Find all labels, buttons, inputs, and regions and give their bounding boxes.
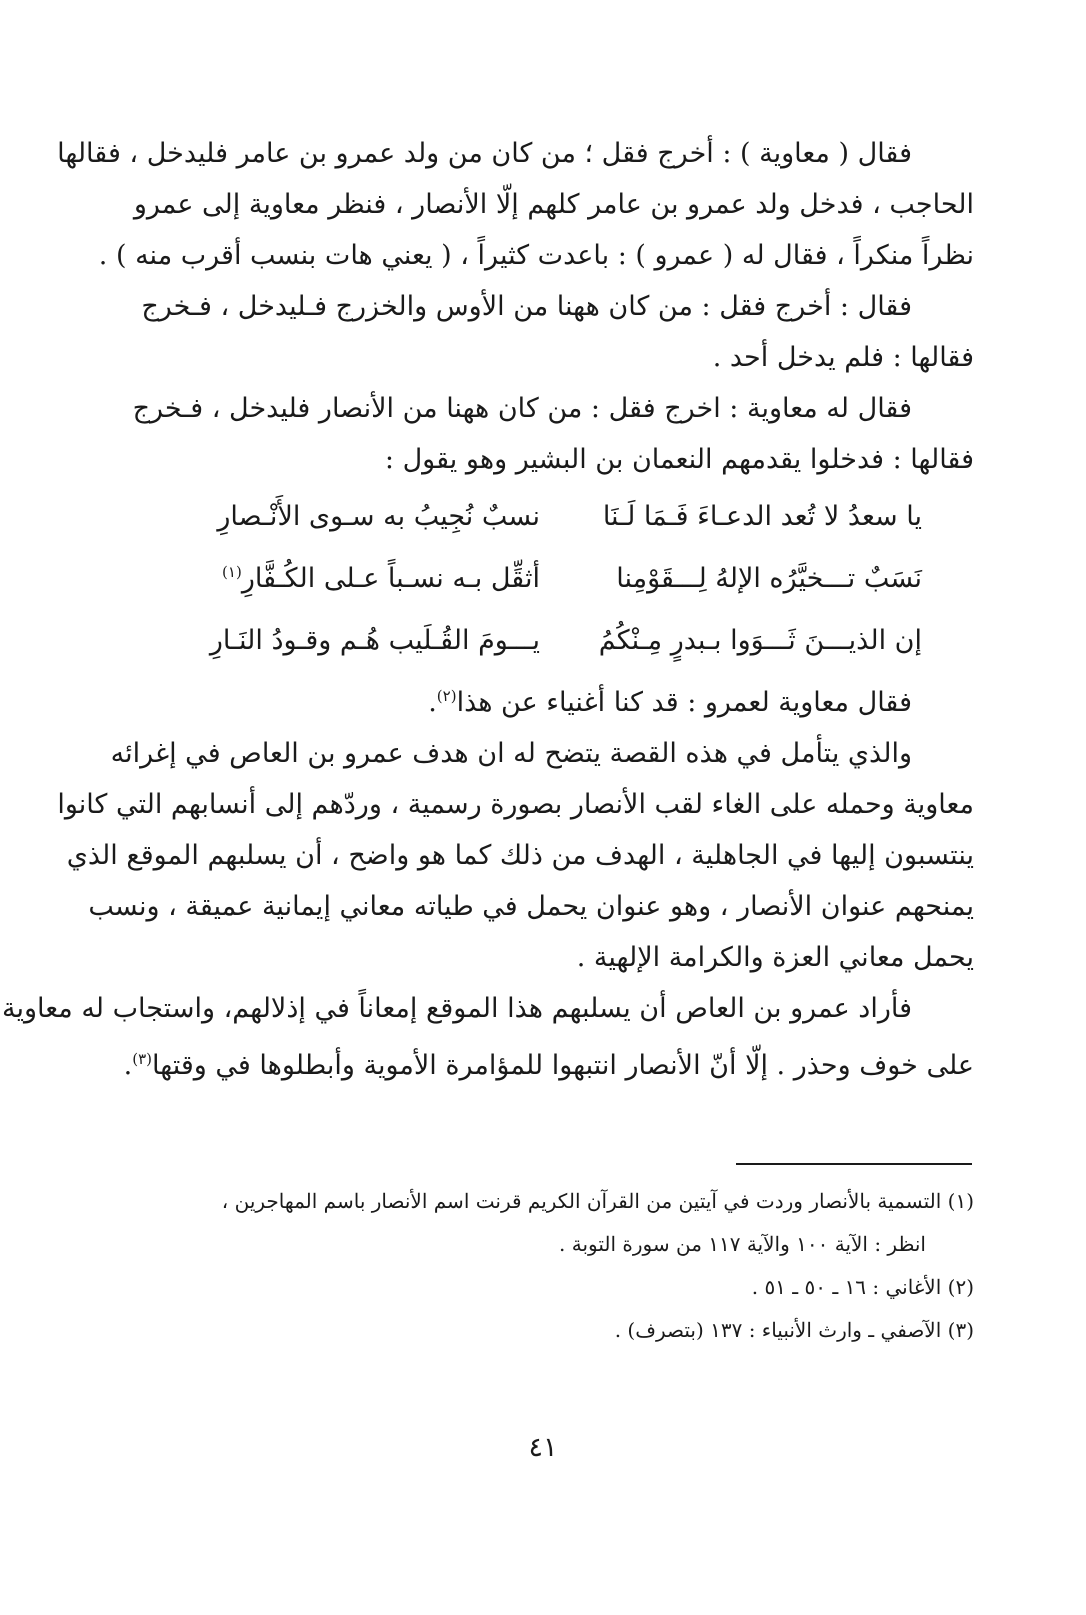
footnote-1 — [148, 1180, 974, 1223]
footnote-number: (١) — [947, 1189, 974, 1213]
verse-second-hemistich: يـــومَ القُـلَيب هُـم وقـودُ النَـارِ — [209, 624, 540, 656]
footnote-number: (٣) — [947, 1318, 974, 1342]
text-line: يحمل معاني العزة والكرامة الإلهية . — [576, 942, 974, 973]
footnote-number: (٢) — [947, 1275, 974, 1299]
verse-first-hemistich: نَسَبٌ تـــخيَّرُه الإلهُ لِـــقَوْمِنا — [616, 562, 922, 594]
footnote-text: التسمية بالأنصار وردت في آيتين من القرآن الكريم قرنت اسم الأنصار باسم المهاجرين ، — [221, 1189, 942, 1213]
footnote-marker: (٢) — [436, 687, 457, 705]
text-line: الحاجب ، فدخل ولد عمرو بن عامر كلهم إلّا الأنصار ، فنظر معاوية إلى عمرو — [133, 189, 974, 220]
paragraph-4 — [57, 728, 974, 983]
footnote-text: الأغاني : ١٦ ـ ٥٠ ـ ٥١ . — [751, 1275, 942, 1299]
text-run: على خوف وحذر . إلّا أنّ الأنصار انتبهوا للمؤامرة الأموية وأبطلوها في وقتها — [152, 1050, 974, 1081]
text-line: فقالها : فدخلوا يقدمهم النعمان بن البشير وهو يقول : — [384, 444, 974, 475]
text-run: فقال معاوية لعمرو : قد كنا أغنياء عن هذا — [456, 687, 912, 718]
footnote-text: الآصفي ـ وارث الأنبياء : ١٣٧ (بتصرف) . — [614, 1318, 942, 1342]
poem-verse — [148, 547, 974, 609]
text-line: معاوية وحمله على الغاء لقب الأنصار بصورة رسمية ، وردّهم إلى أنسابهم التي كانوا — [57, 789, 974, 820]
text-line: يمنحهم عنوان الأنصار ، وهو عنوان يحمل في طياته معاني إيمانية عميقة ، ونسب — [88, 891, 974, 922]
paragraph-1 — [57, 128, 974, 281]
verse-second-hemistich — [210, 563, 540, 594]
verse-text: أثقِّل بـه نسـباً عـلى الكُـفَّارِ — [241, 562, 540, 594]
text-line: فقال ( معاوية ) : أخرج فقل ؛ من كان من ولد عمرو بن عامر فليدخل ، فقالها — [57, 138, 912, 169]
paragraph-3 — [132, 383, 974, 485]
verse-first-hemistich: يا سعدُ لا تُعد الدعـاءَ فَـمَا لَـنَا — [602, 500, 922, 532]
page-number: ٤١ — [528, 1432, 558, 1463]
paragraph-2 — [141, 281, 974, 383]
poem-verse — [148, 485, 974, 547]
text-line: فأراد عمرو بن العاص أن يسلبهم هذا الموقع إمعاناً في إذلالهم، واستجاب له معاوية — [2, 993, 912, 1024]
footnote-marker: (١) — [222, 562, 242, 581]
text-line: على خوف وحذر . إلّا أنّ الأنصار انتبهوا للمؤامرة الأموية وأبطلوها في وقتها$^{(٣)}$. — [123, 1050, 974, 1081]
text-line: والذي يتأمل في هذه القصة يتضح له ان هدف عمرو بن العاص في إغرائه — [110, 738, 912, 769]
footnote-3 — [148, 1309, 974, 1352]
verse-first-hemistich: إن الذيـــنَ ثَـــوَوا بـبدرٍ مِـنْكُمُ — [598, 624, 922, 656]
verse-second-hemistich: نسبٌ نُجِيبُ به سـوى الأَنْـصارِ — [217, 500, 540, 532]
footnote-1-continuation: انظر : الآية ١٠٠ والآية ١١٧ من سورة التوبة . — [559, 1232, 926, 1256]
footnote-marker: (٣) — [132, 1050, 153, 1068]
text-line: ينتسبون إليها في الجاهلية ، الهدف من ذلك كما هو واضح ، أن يسلبهم الموقع الذي — [66, 840, 974, 871]
footnote-separator — [736, 1163, 972, 1165]
poem — [148, 485, 974, 671]
text-line: فقال : أخرج فقل : من كان ههنا من الأوس والخزرج فـليدخل ، فـخرج — [141, 291, 912, 322]
footnote-2 — [148, 1266, 974, 1309]
text-line: فقال معاوية لعمرو : قد كنا أغنياء عن هذا$^{(٢)}$. — [428, 687, 912, 718]
text-line: فقال له معاوية : اخرج فقل : من كان ههنا من الأنصار فليدخل ، فـخرج — [132, 393, 912, 424]
page-body — [2, 128, 974, 1091]
paragraph-after-poem — [148, 671, 974, 728]
paragraph-5 — [2, 983, 974, 1091]
poem-verse — [148, 609, 974, 671]
footnotes — [148, 1180, 974, 1352]
text-line: نظراً منكراً ، فقال له ( عمرو ) : باعدت كثيراً ، ( يعني هات بنسب أقرب منه ) . — [98, 240, 974, 271]
text-line: فقالها : فلم يدخل أحد . — [712, 342, 974, 373]
